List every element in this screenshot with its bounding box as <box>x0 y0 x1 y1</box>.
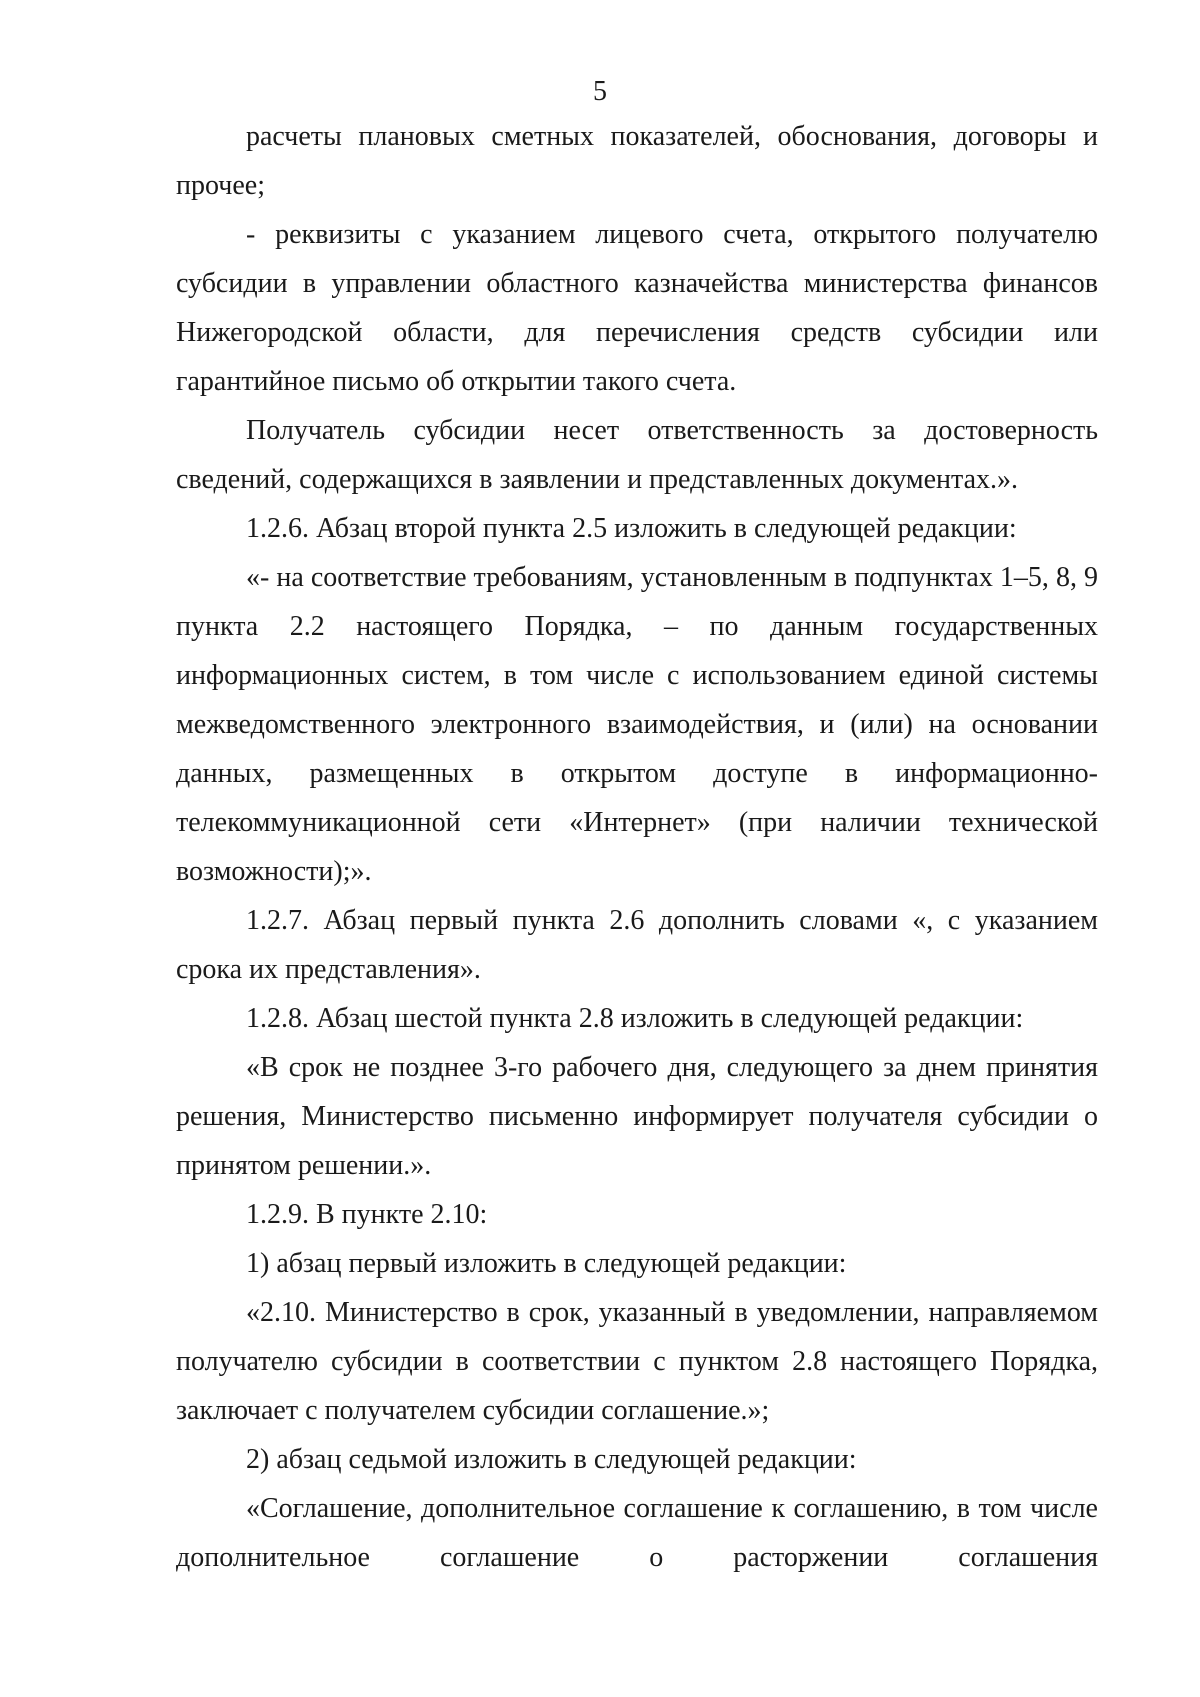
paragraph-1-2-6-text: «- на соответствие требованиям, установленным в подпунктах 1–5, 8, 9 пункта 2.2 настоящего Порядка, – по данным государственных информационных систем, в том числе с использованием единой системы межведомственного электронного взаимодействия, и (или) на основании данных, размещенных в открытом доступе в информационно-телекоммуникационной сети «Интернет» (при наличии технической возможности);». <box>176 562 1098 887</box>
page-number: 5 <box>593 76 607 107</box>
paragraph-calculations: расчеты плановых сметных показателей, обоснования, договоры и прочее; <box>176 121 1098 201</box>
paragraph-1-2-9-item-1: 1) абзац первый изложить в следующей редакции: <box>246 1248 847 1279</box>
paragraph-1-2-9-item-2: 2) абзац седьмой изложить в следующей редакции: <box>246 1444 857 1475</box>
paragraph-1-2-9-item-2-text: «Соглашение, дополнительное соглашение к соглашению, в том числе дополнительное соглашение о расторжении соглашения <box>176 1493 1098 1573</box>
paragraph-1-2-9: 1.2.9. В пункте 2.10: <box>246 1199 488 1230</box>
paragraph-1-2-6: 1.2.6. Абзац второй пункта 2.5 изложить в следующей редакции: <box>246 513 1017 544</box>
paragraph-1-2-8-text: «В срок не позднее 3-го рабочего дня, следующего за днем принятия решения, Министерство письменно информирует получателя субсидии о принятом решении.». <box>176 1052 1098 1181</box>
paragraph-1-2-8: 1.2.8. Абзац шестой пункта 2.8 изложить в следующей редакции: <box>246 1003 1024 1034</box>
paragraph-1-2-9-item-1-text: «2.10. Министерство в срок, указанный в уведомлении, направляемом получателю субсидии в соответствии с пунктом 2.8 настоящего Порядка, заключает с получателем субсидии соглашение.»; <box>176 1297 1098 1426</box>
paragraph-requisites: - реквизиты с указанием лицевого счета, открытого получателю субсидии в управлении областного казначейства министерства финансов Нижегородской области, для перечисления средств субсидии или гарантийное письмо об открытии такого счета. <box>176 219 1098 397</box>
paragraph-responsibility: Получатель субсидии несет ответственность за достоверность сведений, содержащихся в заявлении и представленных документах.». <box>176 415 1098 495</box>
paragraph-1-2-7: 1.2.7. Абзац первый пункта 2.6 дополнить словами «, с указанием срока их представления». <box>176 905 1098 985</box>
document-body <box>176 112 1098 1582</box>
